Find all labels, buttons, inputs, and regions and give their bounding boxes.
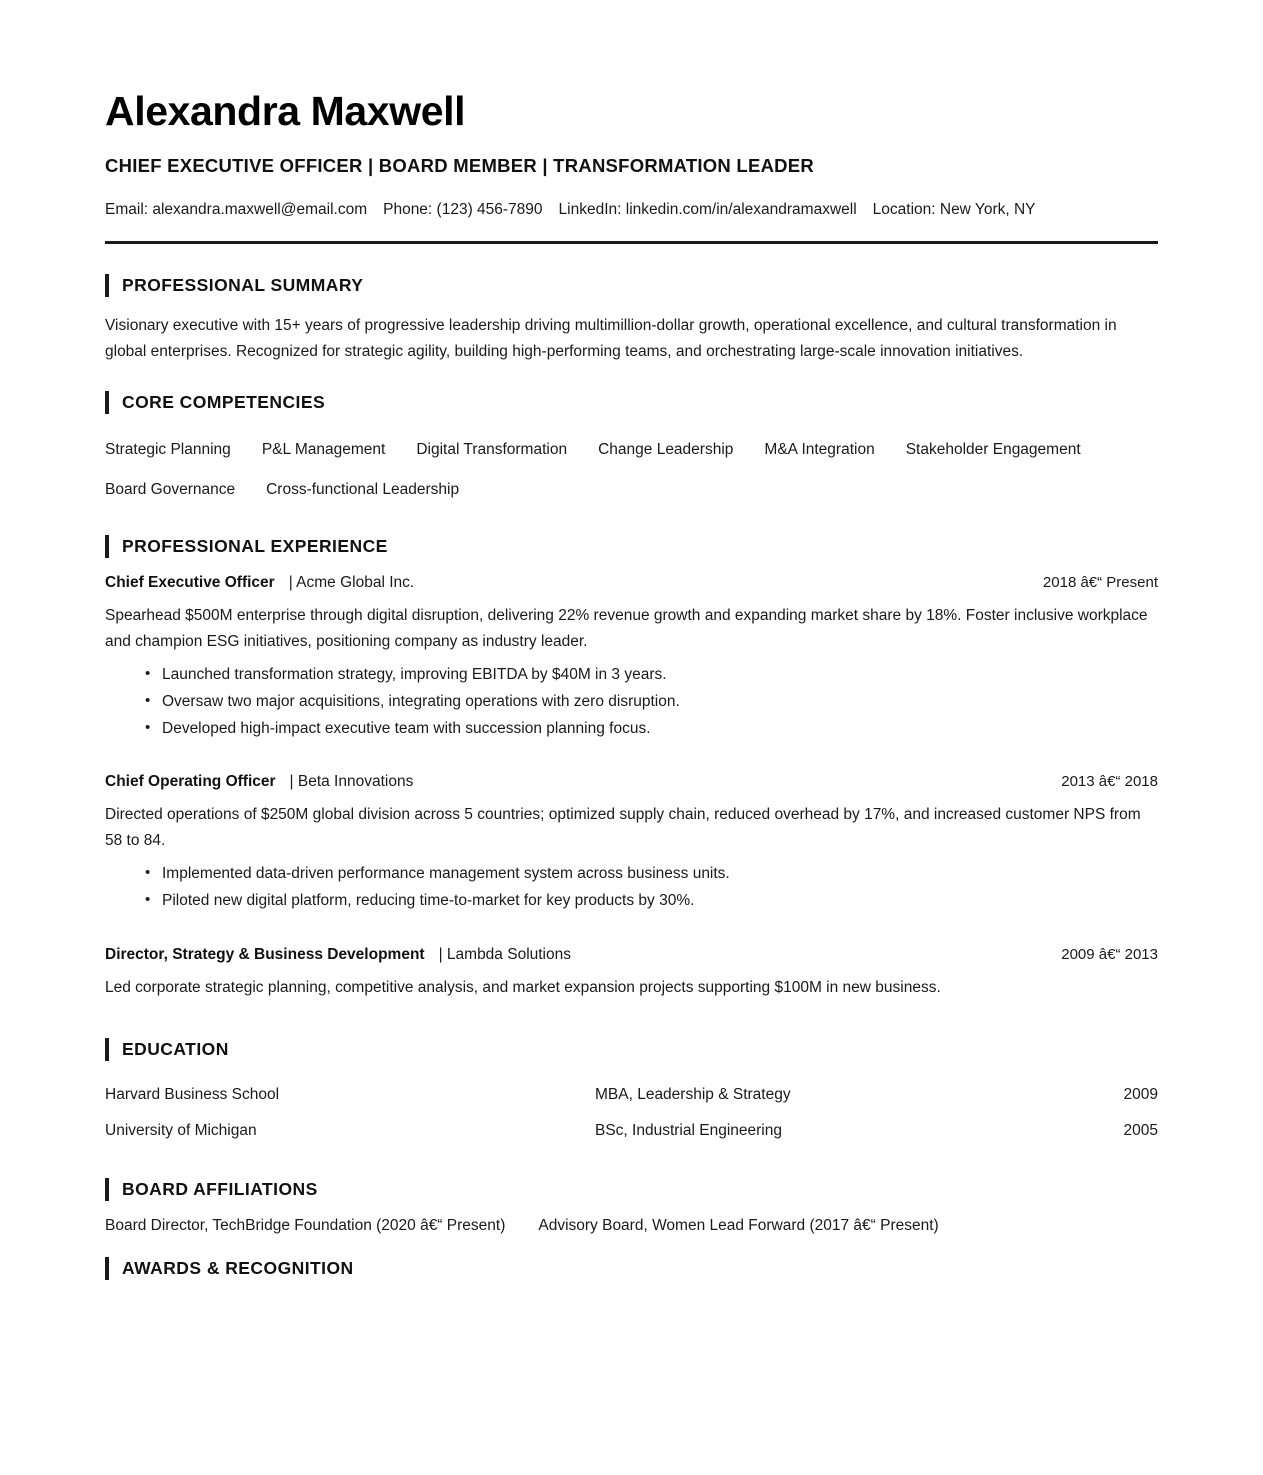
- header-divider: [105, 241, 1158, 244]
- experience-entry-header: [105, 773, 1158, 791]
- competency-item: Change Leadership: [598, 441, 734, 459]
- competency-item: Cross-functional Leadership: [266, 480, 460, 498]
- board-item: Board Director, TechBridge Foundation (2020 â€“ Present): [105, 1216, 506, 1234]
- resume-header: [105, 88, 1158, 244]
- spacer: [105, 759, 1158, 773]
- competency-item: Board Governance: [105, 480, 236, 498]
- spacer: [105, 1154, 1158, 1178]
- contact-email: Email: alexandra.maxwell@email.com: [105, 201, 368, 219]
- job-dates: 2013 â€“ 2018: [1061, 773, 1158, 791]
- experience-title-company: [105, 773, 413, 791]
- section-accent-bar-icon: [105, 274, 109, 297]
- section-accent-bar-icon: [105, 1257, 109, 1280]
- job-description: Directed operations of $250M global division across 5 countries; optimized supply chain, reduced overhead by 17%, and increased customer NPS from 58 to 84.: [105, 806, 1141, 850]
- summary-text: Visionary executive with 15+ years of progressive leadership driving multimillion-dollar growth, operational excellence, and cultural transformation in global enterprises. Recognized for strategic agility, building high-performing teams, and orchestrating large-scale innovation initiatives.: [105, 317, 1117, 361]
- education-school: Harvard Business School: [105, 1085, 280, 1103]
- section-title: CORE COMPETENCIES: [122, 392, 326, 413]
- section-accent-bar-icon: [105, 1178, 109, 1201]
- competency-item: P&L Management: [261, 441, 386, 459]
- competency-row: [105, 470, 1158, 510]
- job-bullet: • Piloted new digital platform, reducing time-to-market for key products by 30%.: [145, 888, 1158, 915]
- competency-item: M&A Integration: [764, 441, 875, 459]
- section-professional-experience: [105, 535, 1158, 1000]
- competency-row: [105, 430, 1158, 470]
- section-header: [105, 274, 1158, 297]
- section-header: [105, 391, 1158, 414]
- contact-line: [105, 201, 1158, 219]
- section-title: EDUCATION: [122, 1038, 229, 1059]
- board-list: [105, 1217, 1158, 1235]
- competency-item: Strategic Planning: [105, 441, 231, 459]
- education-school: University of Michigan: [105, 1122, 257, 1140]
- spacer: [105, 1018, 1158, 1038]
- education-year: 2009: [1123, 1085, 1158, 1103]
- job-bullet-list: [105, 662, 1158, 742]
- section-title: PROFESSIONAL SUMMARY: [122, 275, 364, 296]
- experience-entry: [105, 773, 1158, 914]
- education-degree: MBA, Leadership & Strategy: [595, 1085, 791, 1103]
- job-title: Chief Operating Officer: [105, 773, 276, 791]
- contact-phone: Phone: (123) 456-7890: [383, 201, 543, 219]
- section-header: [105, 1038, 1158, 1061]
- competency-item: Stakeholder Engagement: [905, 441, 1081, 459]
- section-header: [105, 1178, 1158, 1201]
- experience-entry-header: [105, 574, 1158, 592]
- section-education: [105, 1038, 1158, 1150]
- section-title: AWARDS & RECOGNITION: [122, 1257, 354, 1278]
- education-list: [105, 1077, 1158, 1150]
- contact-location: Location: New York, NY: [872, 201, 1036, 219]
- experience-title-company: [105, 574, 414, 592]
- section-professional-summary: [105, 274, 1158, 365]
- job-title: Chief Executive Officer: [105, 574, 275, 592]
- section-awards-recognition: [105, 1257, 1158, 1280]
- contact-linkedin: LinkedIn: linkedin.com/in/alexandramaxwell: [558, 201, 857, 219]
- education-year: 2005: [1123, 1122, 1158, 1140]
- education-degree: BSc, Industrial Engineering: [595, 1122, 782, 1140]
- job-company: | Beta Innovations: [289, 773, 414, 791]
- section-accent-bar-icon: [105, 391, 109, 414]
- experience-entry: [105, 574, 1158, 742]
- section-header: [105, 535, 1158, 558]
- job-bullet-list: [105, 861, 1158, 914]
- job-bullet: • Launched transformation strategy, improving EBITDA by $40M in 3 years.: [145, 662, 1158, 689]
- job-description: Led corporate strategic planning, competitive analysis, and market expansion projects supporting $100M in new business.: [105, 978, 941, 996]
- job-bullet: • Developed high-impact executive team with succession planning focus.: [145, 716, 1158, 743]
- spacer: [105, 932, 1158, 946]
- competency-list: [105, 430, 1158, 509]
- section-title: BOARD AFFILIATIONS: [122, 1178, 318, 1199]
- experience-entry: [105, 946, 1158, 1001]
- section-accent-bar-icon: [105, 1038, 109, 1061]
- section-title: PROFESSIONAL EXPERIENCE: [122, 536, 388, 557]
- job-title: Director, Strategy & Business Development: [105, 945, 425, 963]
- board-item: Advisory Board, Women Lead Forward (2017 â€“ Present): [538, 1216, 939, 1234]
- competency-item: Digital Transformation: [416, 441, 568, 459]
- job-dates: 2018 â€“ Present: [1042, 574, 1158, 592]
- candidate-name: Alexandra Maxwell: [105, 88, 466, 134]
- section-header: [105, 1257, 1158, 1280]
- job-dates: 2009 â€“ 2013: [1061, 945, 1158, 963]
- section-board-affiliations: [105, 1178, 1158, 1235]
- experience-entry-header: [105, 946, 1158, 964]
- education-entry: [105, 1077, 1158, 1113]
- job-bullet: • Implemented data-driven performance management system across business units.: [145, 861, 1158, 888]
- candidate-headline: CHIEF EXECUTIVE OFFICER | BOARD MEMBER | TRANSFORMATION LEADER: [105, 155, 814, 177]
- education-entry: [105, 1113, 1158, 1149]
- section-core-competencies: [105, 391, 1158, 509]
- section-accent-bar-icon: [105, 535, 109, 558]
- job-bullet: • Oversaw two major acquisitions, integrating operations with zero disruption.: [145, 689, 1158, 716]
- job-description: Spearhead $500M enterprise through digital disruption, delivering 22% revenue growth and expanding market share by 18%. Foster inclusive workplace and champion ESG initiatives, positioning company as industry leader.: [105, 607, 1148, 651]
- job-company: | Lambda Solutions: [438, 945, 571, 963]
- experience-title-company: [105, 946, 571, 964]
- job-company: | Acme Global Inc.: [288, 574, 415, 592]
